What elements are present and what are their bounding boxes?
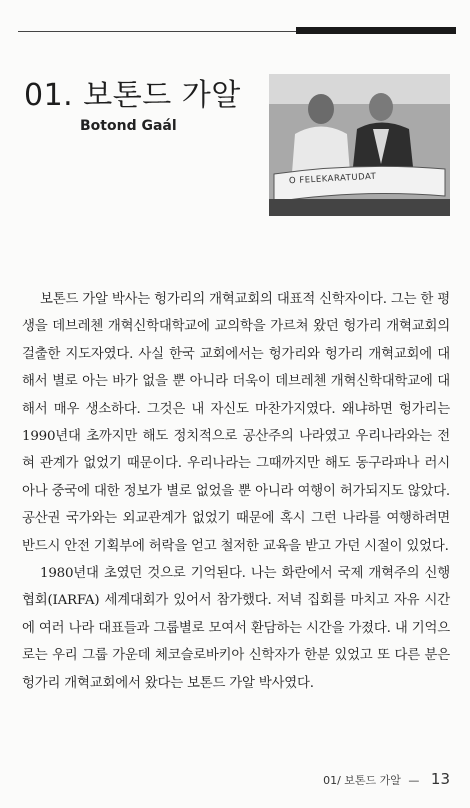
chapter-title: 01. 보톤드 가알: [24, 78, 241, 113]
portrait-photo: [269, 74, 450, 216]
body-text: [22, 286, 450, 697]
chapter-subtitle: Botond Gaál: [80, 118, 177, 134]
footer-section-label: 01/ 보톤드 가알: [323, 774, 401, 787]
paragraph: 보톤드 가알 박사는 헝가리의 개혁교회의 대표적 신학자이다. 그는 한 평생을 데브레첸 개혁신학대학교에 교의학을 가르쳐 왔던 헝가리 개혁교회의 걸출한 지도자였다. 사실 한국 교회에서는 헝가리와 헝가리 개혁교회에 대해서 별로 아는 바가 없을 뿐 아니라 더욱이 데브레첸 개혁신학대학교에 대해서 매우 생소하다. 그것은 내 자신도 마찬가지였다. 왜냐하면 헝가리는 1990년대 초까지만 해도 정치적으로 공산주의 나라였고 우리나라와는 전혀 관계가 없었기 때문이다. 우리나라는 그때까지만 해도 동구라파나 러시아나 중국에 대한 정보가 별로 없었을 뿐 아니라 여행이 허가되지도 않았다. 공산권 국가와는 외교관계가 없었기 때문에 혹시 그런 나라를 여행하려면 반드시 안전 기획부에 허락을 얻고 철저한 교육을 받고 가던 시절이 있었다.: [22, 292, 450, 554]
photo-illustration: [269, 74, 450, 216]
page-number: 13: [430, 770, 450, 788]
paragraph: 1980년대 초였던 것으로 기억된다. 나는 화란에서 국제 개혁주의 신행협회(IARFA) 세계대회가 있어서 참가했다. 저녁 집회를 마치고 자유 시간에 여러 나라 대표들과 그룹별로 모여서 환담하는 시간을 가졌다. 내 기억으로는 우리 그룹 가운데 체코슬로바키아 신학자가 한분 있었고 또 다른 분은 헝가리 개혁교회에서 왔다는 보톤드 가알 박사였다.: [22, 566, 450, 691]
page-footer: [323, 770, 450, 788]
footer-dash: —: [408, 774, 420, 787]
header-rule-thick: [296, 27, 456, 34]
header-rule-thin: [18, 31, 298, 32]
photo-banner-text: O FELEKARATUDAT: [288, 171, 377, 187]
